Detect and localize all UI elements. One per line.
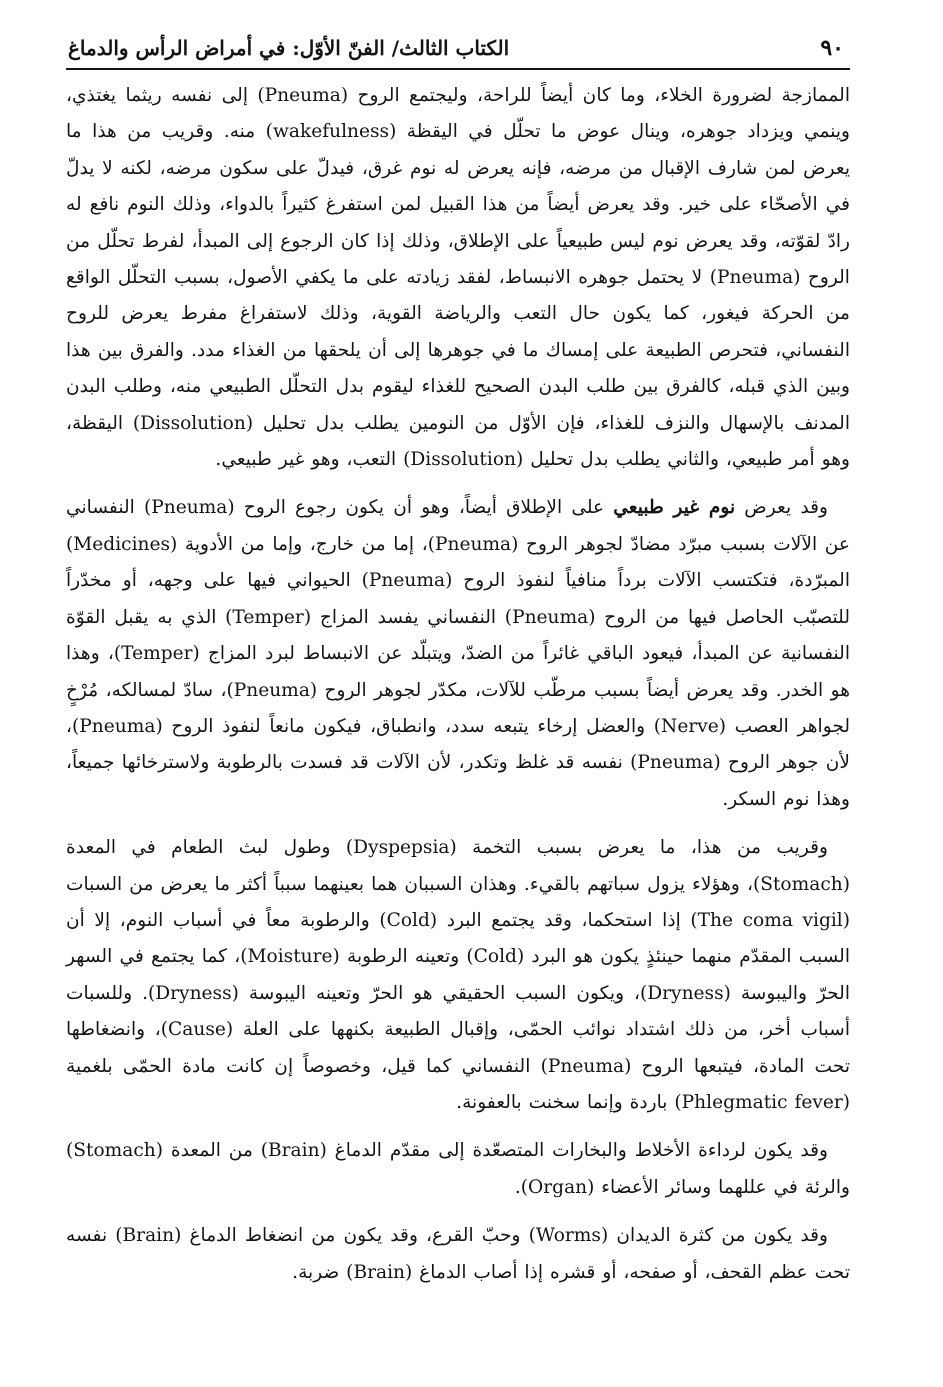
paragraph-2 [66,490,850,818]
paragraph-text: على الإطلاق أيضاً، وهو أن يكون رجوع الروح (Pneuma) النفساني عن الآلات بسبب مبرّد مضادّ لجوهر الروح (Pneuma)، إما من خارج، وإما من الأدوية (Medicines) المبرّدة، فتكتسب الآلات برداً منافياً لنفوذ الروح (Pneuma) الحيواني فيها على وجهه، أو مخدّراً للتصبّب الحاصل فيها من الروح (Pneuma) النفساني يفسد المزاج (Temper) الذي به يقبل القوّة النفسانية عن المبدأ، فيعود الباقي غائراً من الضدّ، ويتبلّد عن الانبساط لبرد المزاج (Temper)، وهذا هو الخدر. وقد يعرض أيضاً بسبب مرطّب للآلات، مكدّر لجوهر الروح (Pneuma)، سادّ لمسالكه، مُرْخٍ لجواهر العصب (Nerve) والعضل إرخاء يتبعه سدد، وانطباق، فيكون مانعاً لنفوذ الروح (Pneuma)، لأن جوهر الروح (Pneuma) نفسه قد غلظ وتكدر، لأن الآلات قد فسدت بالرطوبة ولاسترخائها جميعاً، وهذا نوم السكر. [66,497,851,810]
paragraph-text: وقد يكون من كثرة الديدان (Worms) وحبّ القرع، وقد يكون من انضغاط الدماغ (Brain) نفسه تحت عظم القحف، أو صفحه، أو قشره إذا أصاب الدماغ (Brain) ضربة. [66,1225,850,1283]
paragraph-3 [66,830,850,1121]
running-header [66,30,850,70]
paragraph-lead: وقد يعرض [735,497,828,519]
paragraph-5 [66,1218,850,1291]
page-number: ٩٠ [820,35,844,61]
chapter-title: الكتاب الثالث/ الفنّ الأوّل: في أمراض الرأس والدماغ [68,36,510,60]
bold-term: نوم غير طبيعي [613,497,736,519]
paragraph-1 [66,78,850,478]
body-text [66,78,850,1291]
book-page [66,30,850,1303]
paragraph-text: وقد يكون لرداءة الأخلاط والبخارات المتصعّدة إلى مقدّم الدماغ (Brain) من المعدة (Stomach) والرئة في عللهما وسائر الأعضاء (Organ). [66,1140,850,1198]
paragraph-4 [66,1133,850,1206]
paragraph-text: وقريب من هذا، ما يعرض بسبب التخمة (Dyspepsia) وطول لبث الطعام في المعدة (Stomach)، وهؤلاء يزول سباتهم بالقيء. وهذان السببان هما بعينهما سبباً أكثر ما يعرض من السبات (The coma vigil) إذا استحكما، وقد يجتمع البرد (Cold) والرطوبة معاً في أسباب النوم، إلا أن السبب المقدّم منهما حينئذٍ يكون هو البرد (Cold) وتعينه الرطوبة (Moisture)، كما يجتمع في السهر الحرّ واليبوسة (Dryness)، ويكون السبب الحقيقي هو الحرّ وتعينه اليبوسة (Dryness). وللسبات أسباب أخر، من ذلك اشتداد نوائب الحمّى، وإقبال الطبيعة بكنهها على العلة (Cause)، وانضغاطها تحت المادة، فيتبعها الروح (Pneuma) النفساني كما قيل، وخصوصاً إن كانت مادة الحمّى بلغمية (Phlegmatic fever) باردة وإنما سخنت بالعفونة. [66,837,851,1113]
paragraph-text: الممازجة لضرورة الخلاء، وما كان أيضاً للراحة، وليجتمع الروح (Pneuma) إلى نفسه ريثما يغتذي، وينمي ويزداد جوهره، وينال عوض ما تحلّل في اليقظة (wakefulness) منه. وقريب من هذا ما يعرض لمن شارف الإقبال من مرضه، فإنه يعرض له نوم غرق، فيدلّ على سكون مرضه، لكنه لا يدلّ في الأصحّاء على خير. وقد يعرض أيضاً من هذا القبيل لمن استفرغ كثيراً بالدواء، وذلك النوم نافع له رادّ لقوّته، وقد يعرض نوم ليس طبيعياً على الإطلاق، وذلك إذا كان الرجوع إلى المبدأ، لفرط تحلّل من الروح (Pneuma) لا يحتمل جوهره الانبساط، لفقد زيادته على ما يكفي الأصول، بسبب التحلّل الواقع من الحركة فيغور، كما يكون حال التعب والرياضة القوية، وذلك لاستفراغ مفرط يعرض للروح النفساني، فتحرص الطبيعة على إمساك ما في جوهرها إلى أن يلحقها من الغذاء مدد. والفرق بين هذا وبين الذي قبله، كالفرق بين طلب البدن الصحيح للغذاء ليقوم بدل التحلّل الطبيعي منه، وطلب البدن المدنف بالإسهال والنزف للغذاء، فإن الأوّل من النومين يطلب بدل تحليل (Dissolution) اليقظة، وهو أمر طبيعي، والثاني يطلب بدل تحليل (Dissolution) التعب، وهو غير طبيعي. [66,85,850,471]
